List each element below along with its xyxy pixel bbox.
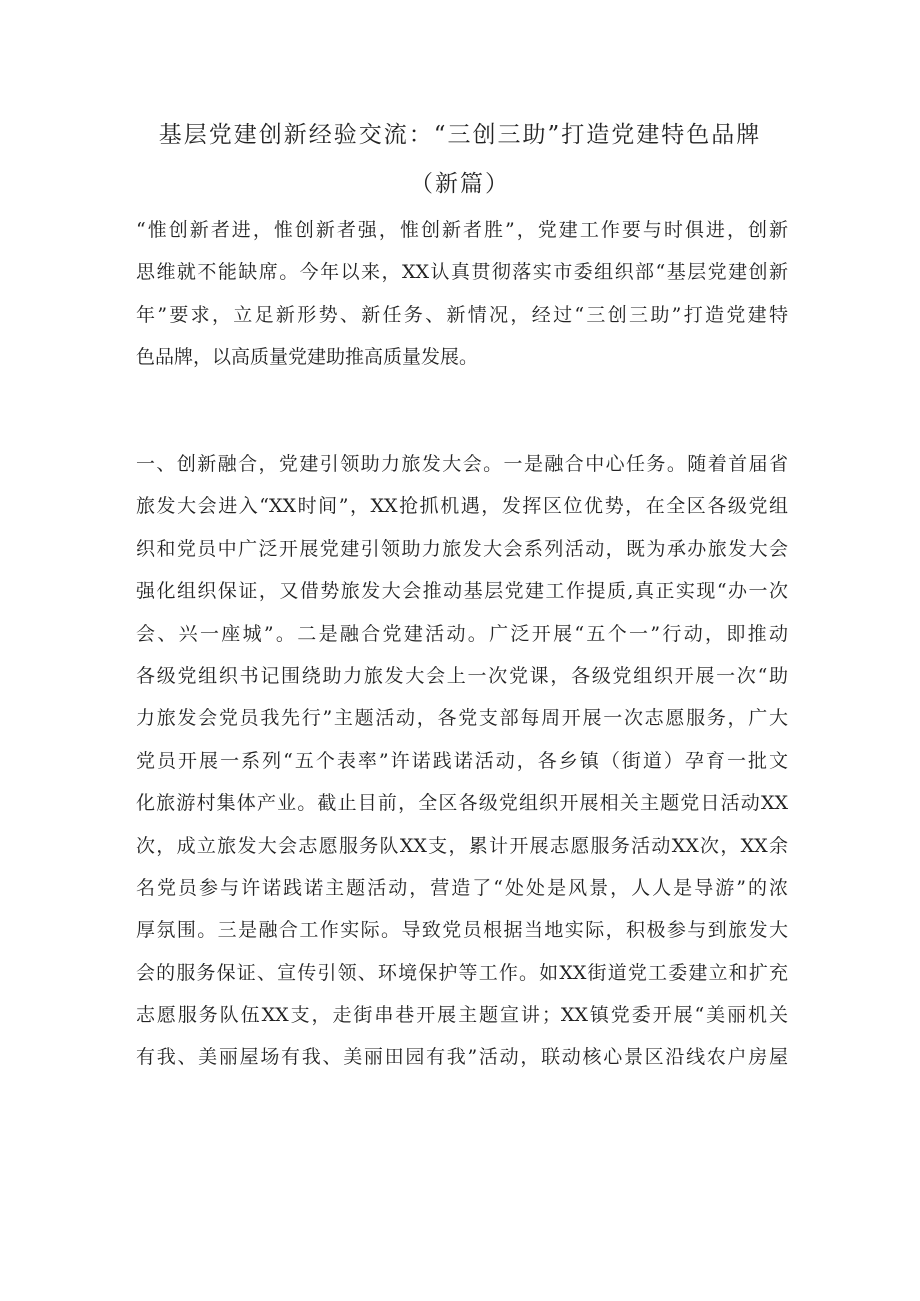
text-line: 次，成立旅发大会志愿服务队XX支，累计开展志愿服务活动XX次，XX余 [136,834,788,857]
text-line: 织和党员中广泛开展党建引领助力旅发大会系列活动，既为承办旅发大会 [136,537,788,560]
text-line: 一、创新融合，党建引领助力旅发大会。一是融合中心任务。随着首届省 [136,453,788,475]
text-line: 党员开展一系列“五个表率”许诺践诺活动，各乡镇（街道）孕育一批文 [136,749,788,772]
text-line: 各级党组织书记围绕助力旅发大会上一次党课，各级党组织开展一次“助 [136,664,788,687]
text-line: 名党员参与许诺践诺主题活动，营造了“处处是风景，人人是导游”的浓 [136,876,788,899]
text-line: 化旅游村集体产业。截止目前，全区各级党组织开展相关主题党日活动XX [136,792,788,815]
text-line: 年”要求，立足新形势、新任务、新情况，经过“三创三助”打造党建特 [136,303,788,326]
text-line: 有我、美丽屋场有我、美丽田园有我”活动，联动核心景区沿线农户房屋 [136,1046,788,1069]
text-line: 思维就不能缺席。今年以来，XX认真贯彻落实市委组织部“基层党建创新 [136,261,788,284]
text-line: 会、兴一座城”。二是融合党建活动。广泛开展“五个一”行动，即推动 [136,622,788,645]
text-line: “惟创新者进，惟创新者强，惟创新者胜”，党建工作要与时俱进，创新 [136,219,788,241]
text-line: 厚氛围。三是融合工作实际。导致党员根据当地实际，积极参与到旅发大 [136,919,788,942]
text-line: 色品牌，以高质量党建助推高质量发展。 [136,346,479,369]
page-subtitle: （新篇） [410,171,510,197]
text-line: 会的服务保证、宣传引领、环境保护等工作。如XX街道党工委建立和扩充 [136,961,788,984]
text-line: 强化组织保证，又借势旅发大会推动基层党建工作提质,真正实现“办一次 [136,580,788,603]
text-line: 力旅发会党员我先行”主题活动，各党支部每周开展一次志愿服务，广大 [136,707,788,730]
intro-paragraph [136,209,788,379]
text-line: 旅发大会进入“XX时间”，XX抢抓机遇，发挥区位优势，在全区各级党组 [136,495,788,518]
body-paragraph [136,443,788,1079]
text-line: 志愿服务队伍XX支，走街串巷开展主题宣讲；XX镇党委开展“美丽机关 [136,1004,788,1027]
page-title: 基层党建创新经验交流：“三创三助”打造党建特色品牌 [158,122,762,148]
